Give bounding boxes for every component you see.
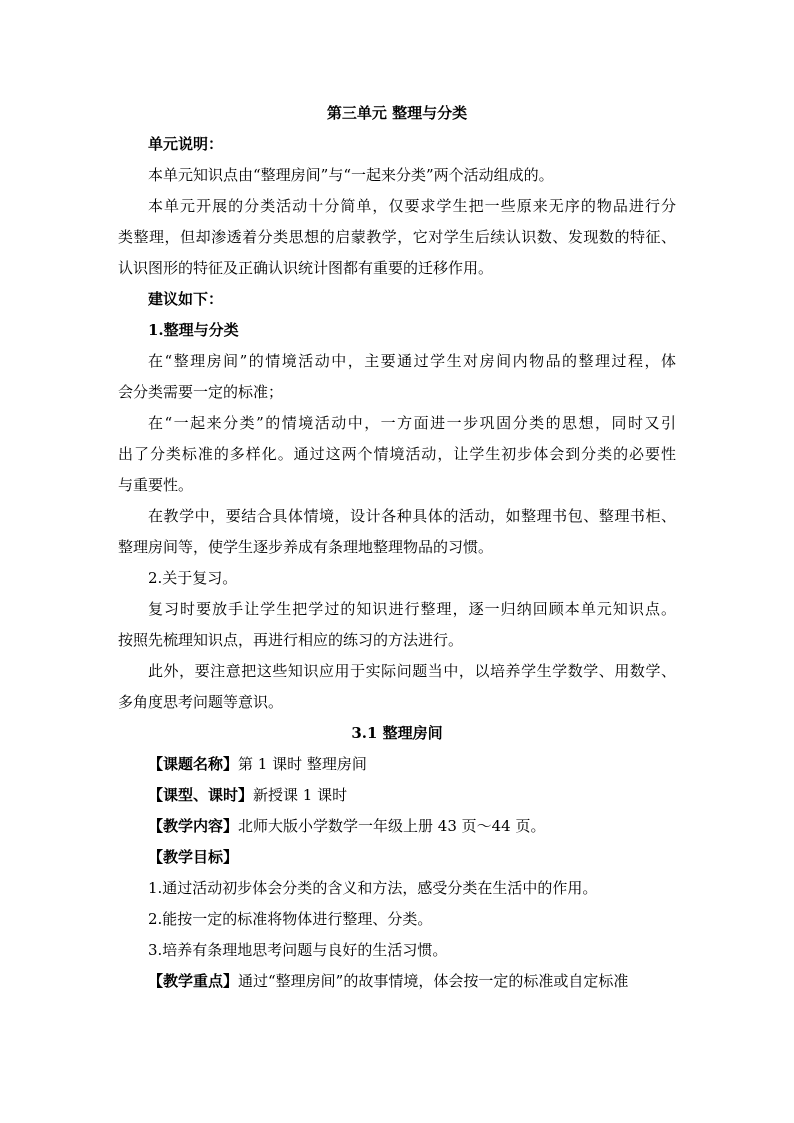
paragraph-7-line-1: 此外，要注意把这些知识应用于实际问题当中，以培养学生学数学、用数学、 (148, 662, 676, 680)
content-row (118, 811, 676, 842)
document-page (118, 98, 676, 997)
page-title: 第三单元 整理与分类 (326, 104, 468, 122)
lesson-name-label: 【课题名称】 (148, 755, 239, 773)
goal-3: 3.培养有条理地思考问题与良好的生活习惯。 (148, 941, 448, 959)
lesson-type-label: 【课型、课时】 (148, 786, 254, 804)
lesson-type-row (118, 780, 676, 811)
paragraph-7-line-2: 多角度思考问题等意识。 (118, 693, 284, 711)
goal-1: 1.通过活动初步体会分类的含义和方法，感受分类在生活中的作用。 (148, 879, 598, 897)
key-row (118, 966, 676, 997)
paragraph-2-line-1: 本单元开展的分类活动十分简单，仅要求学生把一些原来无序的物品进行分 (148, 197, 676, 215)
paragraph-4-line-3: 与重要性。 (118, 476, 194, 494)
lesson-name-value: 第 1 课时 整理房间 (238, 755, 367, 773)
heading-1: 1.整理与分类 (148, 321, 239, 339)
content-value: 北师大版小学数学一年级上册 43 页～44 页。 (238, 817, 546, 835)
lesson-name-row (118, 749, 676, 780)
paragraph-6-line-1: 复习时要放手让学生把学过的知识进行整理，逐一归纳回顾本单元知识点。 (148, 600, 676, 618)
key-label: 【教学重点】 (148, 972, 239, 990)
unit-label: 单元说明： (148, 135, 224, 153)
heading-2: 2.关于复习。 (148, 569, 238, 587)
lesson-type-value: 新授课 1 课时 (253, 786, 348, 804)
paragraph-2-line-3: 认识图形的特征及正确认识统计图都有重要的迁移作用。 (118, 259, 494, 277)
paragraph-4-line-1: 在“一起来分类”的情境活动中，一方面进一步巩固分类的思想，同时又引 (148, 414, 676, 432)
paragraph-3-line-1: 在“整理房间”的情境活动中，主要通过学生对房间内物品的整理过程，体 (148, 352, 676, 370)
suggest-heading: 建议如下： (148, 290, 224, 308)
paragraph-3-line-2: 会分类需要一定的标准； (118, 383, 284, 401)
paragraph-4-line-2: 出了分类标准的多样化。通过这两个情境活动，让学生初步体会到分类的必要性 (118, 445, 676, 463)
section-title: 3.1 整理房间 (351, 724, 443, 742)
paragraph-2-line-2: 类整理，但却渗透着分类思想的启蒙教学，它对学生后续认识数、发现数的特征、 (118, 228, 676, 246)
content-label: 【教学内容】 (148, 817, 239, 835)
paragraph-1: 本单元知识点由“整理房间”与“一起来分类”两个活动组成的。 (148, 166, 554, 184)
paragraph-5-line-2: 整理房间等，使学生逐步养成有条理地整理物品的习惯。 (118, 538, 494, 556)
goal-label: 【教学目标】 (148, 848, 239, 866)
paragraph-5-line-1: 在教学中，要结合具体情境，设计各种具体的活动，如整理书包、整理书柜、 (148, 507, 676, 525)
goal-2: 2.能按一定的标准将物体进行整理、分类。 (148, 910, 433, 928)
paragraph-6-line-2: 按照先梳理知识点，再进行相应的练习的方法进行。 (118, 631, 464, 649)
key-value: 通过“整理房间”的故事情境，体会按一定的标准或自定标准 (238, 972, 629, 990)
